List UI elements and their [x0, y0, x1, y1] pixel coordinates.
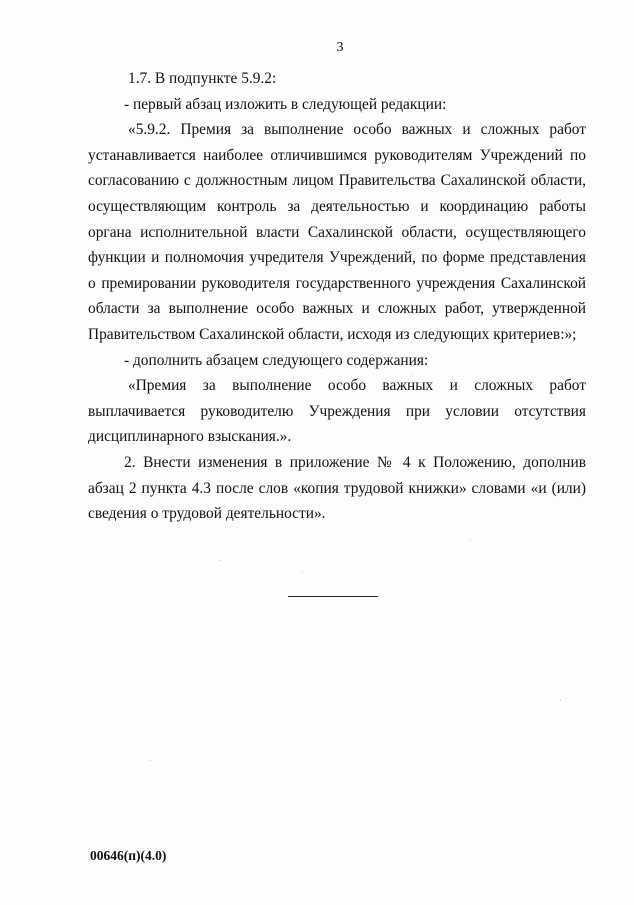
paragraph-added-abzac-text: «Премия за выполнение особо важных и сложных работ выплачивается руководителю Учреждения при условии отсутствия дисциплинарного взыскания.».	[88, 377, 586, 446]
end-divider-line	[288, 596, 378, 597]
scan-speck	[412, 374, 413, 375]
document-body	[88, 66, 586, 527]
paragraph-add-abzac-instruction: - дополнить абзацем следующего содержания:	[124, 351, 429, 369]
paragraph-subsection-heading: 1.7. В подпункте 5.9.2:	[128, 70, 277, 87]
document-code: 00646(п)(4.0)	[90, 848, 167, 863]
paragraph-item-2: 2. Внести изменения в приложение № 4 к Положению, дополнив абзац 2 пункта 4.3 после слов «копия трудовой книжки» словами «и (или) сведения о трудовой деятельности».	[88, 453, 586, 523]
scan-speck	[220, 560, 221, 561]
scan-speck	[470, 540, 471, 541]
paragraph-first-abzac-instruction: - первый абзац изложить в следующей редакции:	[124, 95, 447, 113]
scan-speck	[302, 572, 303, 573]
scan-speck	[150, 760, 151, 761]
scan-speck	[560, 700, 561, 701]
paragraph-new-wording-5-9-2: «5.9.2. Премия за выполнение особо важных и сложных работ устанавливается наиболее отличившимся руководителям Учреждений по согласованию с должностным лицом Правительства Сахалинской области, осуществляющим контроль за деятельностью и координацию работы органа исполнительной власти Сахалинской области, осуществляющего функции и полномочия учредителя Учреждений, по форме представления о премировании руководителя государственного учреждения Сахалинской области за выполнение особо важных и сложных работ, утвержденной Правительством Сахалинской области, исходя из следующих критериев:»;	[88, 121, 586, 343]
page-number: 3	[336, 40, 344, 55]
